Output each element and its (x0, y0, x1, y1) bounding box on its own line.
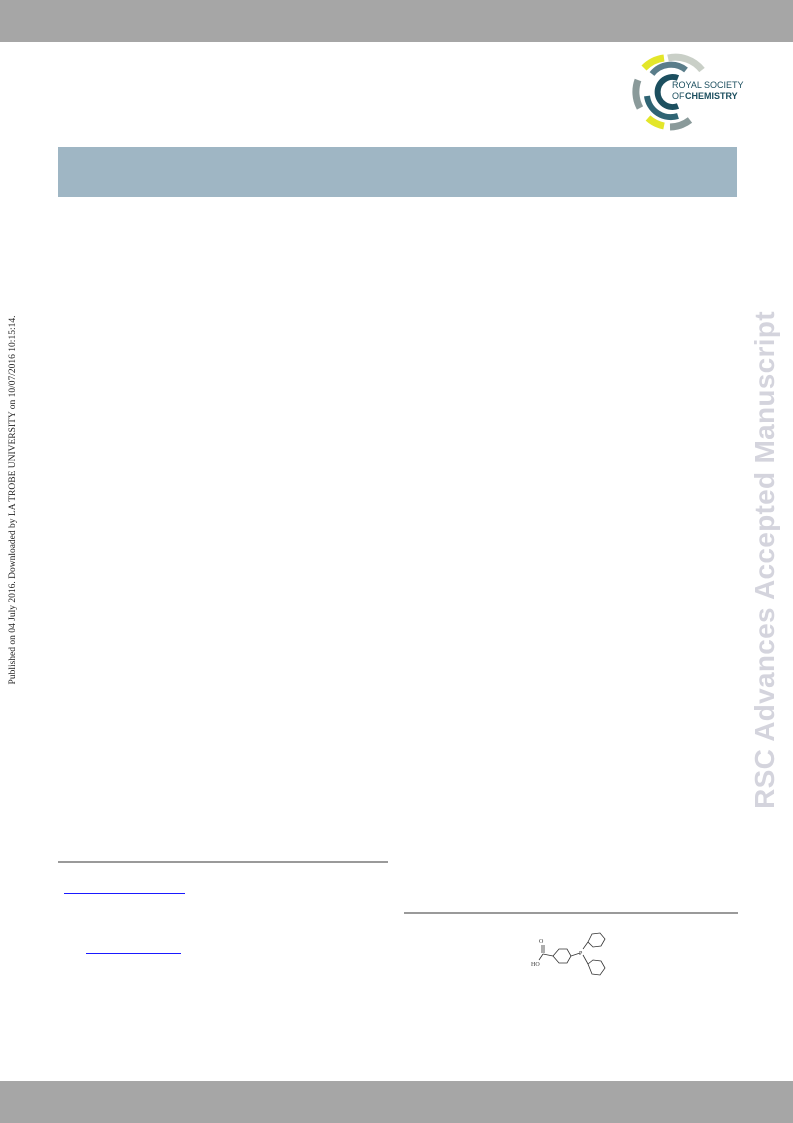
benzene-ring-central (553, 949, 571, 963)
scheme-divider (404, 912, 738, 914)
atom-label-o: O (539, 939, 544, 945)
page-header-bar (0, 0, 793, 42)
logo-ring-arc (652, 65, 686, 74)
rsc-logo (628, 50, 744, 132)
benzene-ring-upper (588, 933, 605, 947)
logo-text-line3: CHEMISTRY (685, 91, 738, 101)
footnote-link-1[interactable] (64, 893, 185, 894)
publication-note-text: Published on 04 July 2016. Downloaded by LA TROBE UNIVERSITY on 10/07/2016 10:15:14. (8, 315, 18, 685)
bond-p-phenyl-lower (583, 955, 588, 964)
footnote-link-2[interactable] (86, 953, 181, 954)
atom-label-p: P (579, 951, 583, 957)
logo-ring-arc (636, 80, 640, 108)
logo-ring-arc (648, 118, 664, 126)
bond-c-ring (543, 954, 553, 956)
bond-c-oh (539, 954, 543, 960)
logo-text-line2: OF (672, 91, 685, 101)
logo-ring-arc (670, 120, 690, 127)
benzene-ring-lower (588, 960, 605, 975)
title-band (58, 147, 737, 197)
chemical-structure (528, 926, 612, 984)
logo-text-line1: ROYAL SOCIETY (672, 80, 744, 90)
footnote-divider (58, 861, 388, 863)
bond-p-phenyl-upper (583, 942, 588, 949)
page-footer-bar (0, 1081, 793, 1123)
watermark-text: RSC Advances Accepted Manuscript (749, 311, 780, 809)
atom-label-ho: HO (531, 962, 540, 968)
